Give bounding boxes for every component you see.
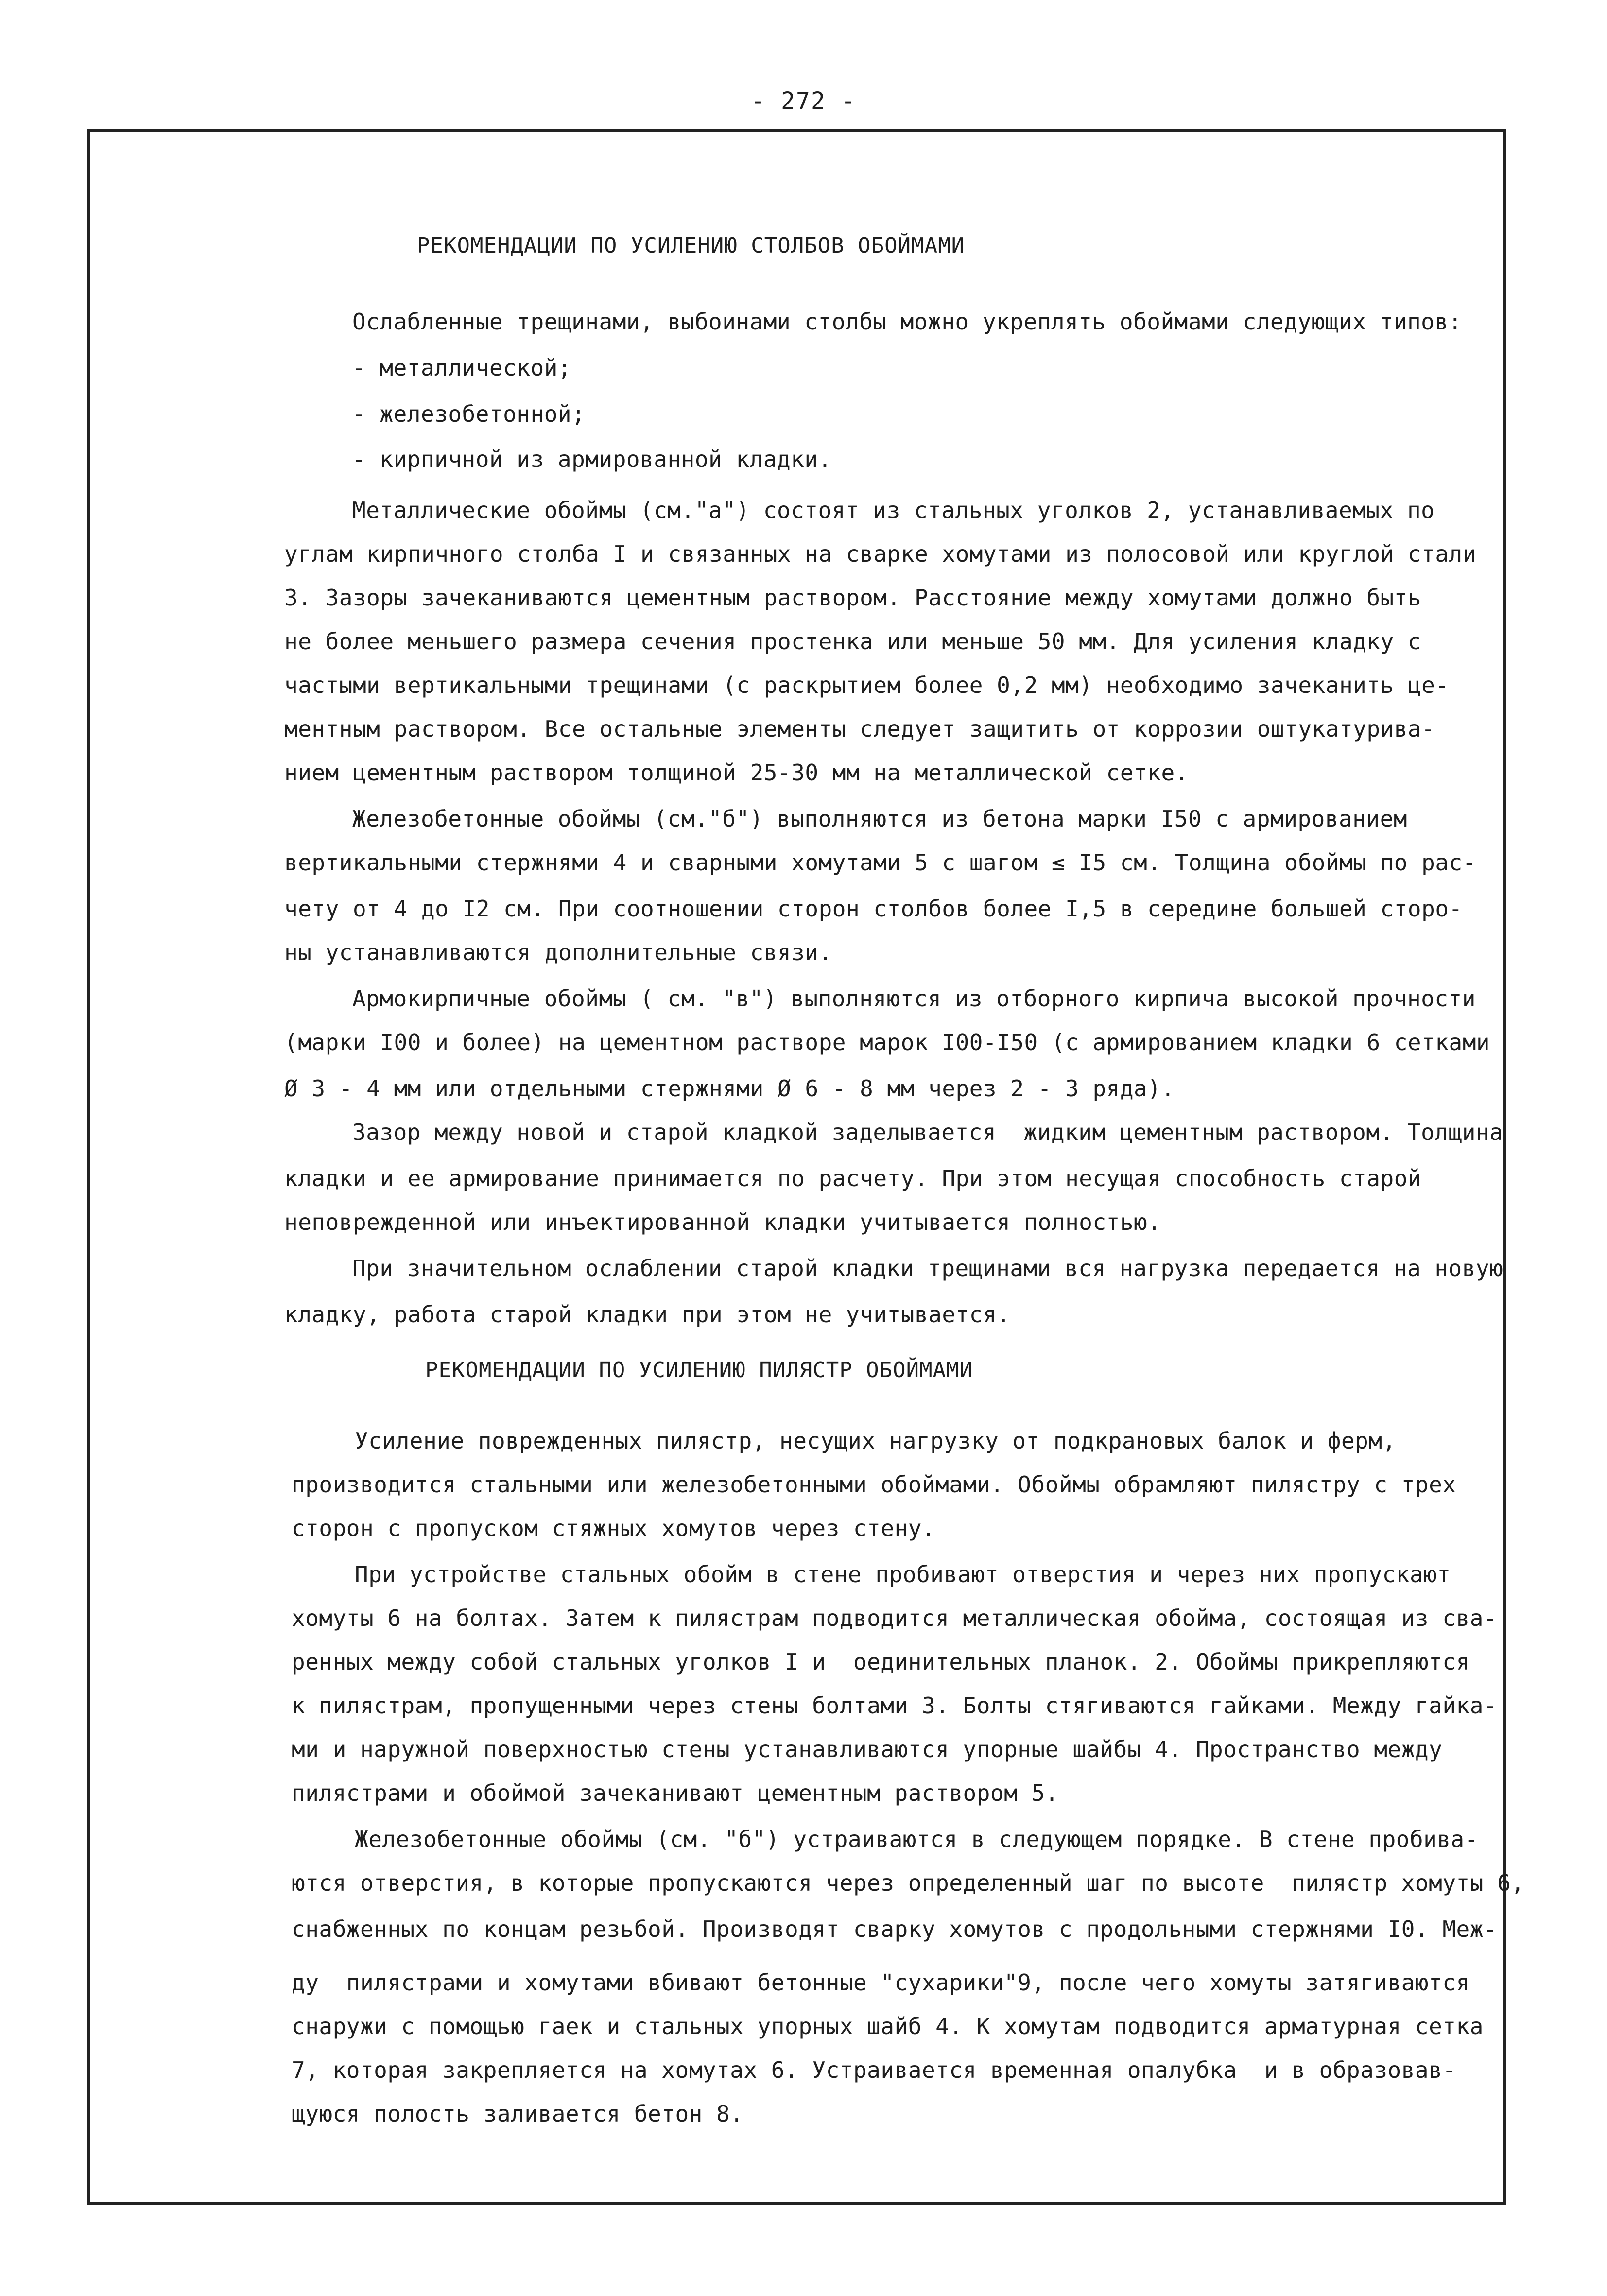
- section1-line: ны устанавливаются дополнительные связи.: [284, 939, 832, 966]
- section1-line: Ø 3 - 4 мм или отдельными стержнями Ø 6 - 8 мм через 2 - 3 ряда).: [284, 1075, 1175, 1102]
- section2-line: к пилястрам, пропущенными через стены болтами 3. Болты стягиваются гайками. Между гайка-: [292, 1692, 1498, 1719]
- section1-line: чету от 4 до I2 см. При соотношении сторон столбов более I,5 в середине большей сторо-: [284, 896, 1463, 922]
- section1-line: ментным раствором. Все остальные элементы следует защитить от коррозии оштукатурива-: [284, 716, 1435, 742]
- section1-line: При значительном ослаблении старой кладки трещинами вся нагрузка передается на новую: [352, 1255, 1503, 1281]
- section2-line: пилястрами и обоймой зачеканивают цементным раствором 5.: [292, 1780, 1059, 1806]
- section1-line: Армокирпичные обоймы ( см. "в") выполняются из отборного кирпича высокой прочности: [352, 985, 1476, 1012]
- section2-line: ду пилястрами и хомутами вбивают бетонные "сухарики"9, после чего хомуты затягиваются: [292, 1969, 1470, 1996]
- section1-line: вертикальными стержнями 4 и сварными хомутами 5 с шагом ≤ I5 см. Толщина обоймы по рас-: [284, 849, 1476, 876]
- section1-line: Металлические обоймы (см."а") состоят из стальных уголков 2, устанавливаемых по: [352, 497, 1435, 523]
- section2-line: Железобетонные обоймы (см. "б") устраиваются в следующем порядке. В стене пробива-: [355, 1826, 1478, 1852]
- section2-line: 7, которая закрепляется на хомутах 6. Устраивается временная опалубка и в образовав-: [292, 2057, 1456, 2083]
- section2-line: производится стальными или железобетонными обоймами. Обоймы обрамляют пилястру с трех: [292, 1471, 1456, 1498]
- section2-line: щуюся полость заливается бетон 8.: [292, 2101, 744, 2127]
- section1-line: (марки I00 и более) на цементном растворе марок I00-I50 (с армированием кладки 6 сетками: [284, 1029, 1490, 1055]
- section2-line: снаружи с помощью гаек и стальных упорных шайб 4. К хомутам подводится арматурная сетка: [292, 2013, 1484, 2039]
- section2-line: При устройстве стальных обойм в стене пробивают отверстия и через них пропускают: [355, 1561, 1451, 1588]
- section1-line: - металлической;: [352, 355, 572, 381]
- section1-line: частыми вертикальными трещинами (с раскрытием более 0,2 мм) необходимо зачеканить це-: [284, 672, 1449, 698]
- section2-line: ренных между собой стальных уголков I и оединительных планок. 2. Обоймы прикрепляются: [292, 1649, 1470, 1675]
- section2-line: ются отверстия, в которые пропускаются через определенный шаг по высоте пилястр хомуты 6,: [292, 1870, 1525, 1896]
- section1-line: - кирпичной из армированной кладки.: [352, 446, 832, 472]
- section1-title: РЕКОМЕНДАЦИИ ПО УСИЛЕНИЮ СТОЛБОВ ОБОЙМАМИ: [417, 233, 965, 258]
- section1-line: 3. Зазоры зачеканиваются цементным раствором. Расстояние между хомутами должно быть: [284, 585, 1422, 611]
- section2-line: снабженных по концам резьбой. Производят сварку хомутов с продольными стержнями I0. Меж-: [292, 1916, 1498, 1942]
- section1-line: нием цементным раствором толщиной 25-30 мм на металлической сетке.: [284, 760, 1189, 786]
- section1-line: углам кирпичного столба I и связанных на сварке хомутами из полосовой или круглой стали: [284, 541, 1476, 567]
- section2-line: ми и наружной поверхностью стены устанавливаются упорные шайбы 4. Пространство между: [292, 1736, 1443, 1762]
- section1-line: Железобетонные обоймы (см."б") выполняются из бетона марки I50 с армированием: [352, 806, 1407, 832]
- section1-line: не более меньшего размера сечения простенка или меньше 50 мм. Для усиления кладку с: [284, 628, 1422, 655]
- section1-line: - железобетонной;: [352, 401, 586, 427]
- page-number: - 272 -: [751, 87, 856, 115]
- section1-line: кладку, работа старой кладки при этом не учитывается.: [284, 1301, 1011, 1328]
- section1-line: кладки и ее армирование принимается по расчету. При этом несущая способность старой: [284, 1165, 1422, 1191]
- section2-line: хомуты 6 на болтах. Затем к пилястрам подводится металлическая обойма, состоящая из сва-: [292, 1605, 1498, 1631]
- section1-line: неповрежденной или инъектированной кладки учитывается полностью.: [284, 1209, 1161, 1235]
- section1-line: Ослабленные трещинами, выбоинами столбы можно укреплять обоймами следующих типов:: [352, 309, 1462, 335]
- section2-line: сторон с пропуском стяжных хомутов через стену.: [292, 1515, 936, 1541]
- section2-title: РЕКОМЕНДАЦИИ ПО УСИЛЕНИЮ ПИЛЯСТР ОБОЙМАМИ: [425, 1358, 973, 1382]
- section2-line: Усиление поврежденных пилястр, несущих нагрузку от подкрановых балок и ферм,: [355, 1428, 1396, 1454]
- section1-line: Зазор между новой и старой кладкой заделывается жидким цементным раствором. Толщина: [352, 1119, 1503, 1145]
